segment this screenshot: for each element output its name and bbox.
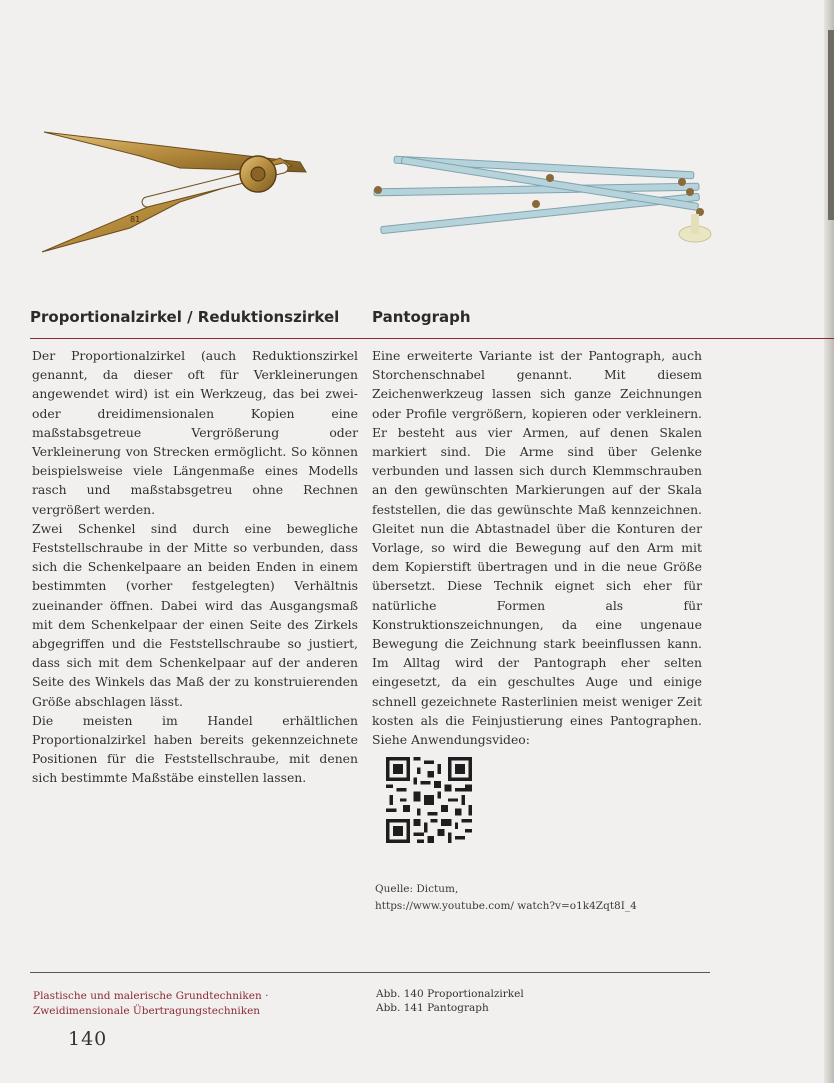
- section-heading-proportionalzirkel: Proportionalzirkel / Reduktionszirkel: [30, 308, 340, 326]
- paragraph: Zwei Schenkel sind durch eine bewegliche Feststellschraube in der Mitte so verbunden, dass sich die Schenkelpaare an beiden Enden in einem bestimmten (vorher festgelegten) Verhältnis zueinander öffnen. Dabei wird das Ausgangsmaß mit dem Schenkelpaar der einen Seite des Zirkels abgegriffen und die Feststellschraube so justiert, dass sich mit dem Schenkelpaar auf der anderen Seite des Winkels das Maß der zu konstruierenden Größe abschlagen lässt.: [32, 520, 358, 709]
- heading-divider: [30, 338, 834, 339]
- source-citation: [375, 881, 637, 915]
- chapter-running-footer: [33, 989, 268, 1019]
- chapter-line: Plastische und malerische Grundtechniken ·: [33, 990, 269, 1002]
- paragraph: Die meisten im Handel erhältlichen Proportionalzirkel haben bereits gekennzeichnete Positionen für die Feststellschraube, mit denen sich bestimmte Maßstäbe einstellen lassen.: [32, 712, 358, 786]
- footer-divider: [30, 972, 710, 973]
- text-column-right: [372, 346, 702, 749]
- proportional-compass-photo: [30, 110, 330, 270]
- paragraph: Eine erweiterte Variante ist der Pantograph, auch Storchenschnabel genannt. Mit diesem Zeichenwerkzeug lassen sich ganze Zeichnungen oder Profile vergrößern, kopieren oder verkleinern. Er besteht aus vier Armen, auf denen Skalen markiert sind. Die Arme sind über Gelenke verbunden und lassen sich durch Klemmschrauben an den gewünschten Markierungen auf der Skala feststellen, die das gewünschte Maß kennzeichnen. Gleitet nun die Abtastnadel über die Konturen der Vorlage, so wird die Bewegung auf den Arm mit dem Kopierstift übertragen und in die neue Größe übersetzt. Diese Technik eignet sich eher für natürliche Formen als für Konstruktionszeichnungen, da eine ungenaue Bewegung die Zeichnung stark beeinflussen kann. Im Alltag wird der Pantograph eher selten eingesetzt, da ein geschultes Auge und einige schnell gezeichnete Rasterlinien meist weniger Zeit kosten als die Feinjustierung eines Pantographen. Siehe Anwendungsvideo:: [372, 348, 702, 748]
- zirkel-engraving: 81: [130, 215, 141, 224]
- figure-caption: Abb. 141 Pantograph: [376, 1002, 489, 1014]
- qr-code[interactable]: [386, 757, 472, 843]
- page-edge-shadow: [828, 30, 834, 220]
- figure-caption: Abb. 140 Proportionalzirkel: [376, 988, 524, 1000]
- chapter-line: Zweidimensionale Übertragungstechniken: [33, 1005, 261, 1017]
- section-heading-pantograph: Pantograph: [372, 308, 471, 326]
- source-url[interactable]: https://www.youtube.com/ watch?v=o1k4Zqt8I_4: [375, 900, 637, 912]
- source-label: Quelle: Dictum,: [375, 883, 459, 895]
- figure-captions: [376, 987, 524, 1015]
- pantograph-photo: [360, 150, 720, 260]
- text-column-left: [32, 346, 358, 788]
- paragraph: Der Proportionalzirkel (auch Reduktionszirkel genannt, da dieser oft für Verkleinerungen angewendet wird) ist ein Werkzeug, das bei zwei- oder dreidimensionalen Kopien eine maßstabsgetreue Vergrößerung oder Verkleinerung von Strecken ermöglicht. So können beispielsweise viele Längenmaße eines Modells rasch und maßstabsgetreu ohne Rechnen vergrößert werden.: [32, 348, 358, 517]
- page-number: 140: [68, 1028, 108, 1050]
